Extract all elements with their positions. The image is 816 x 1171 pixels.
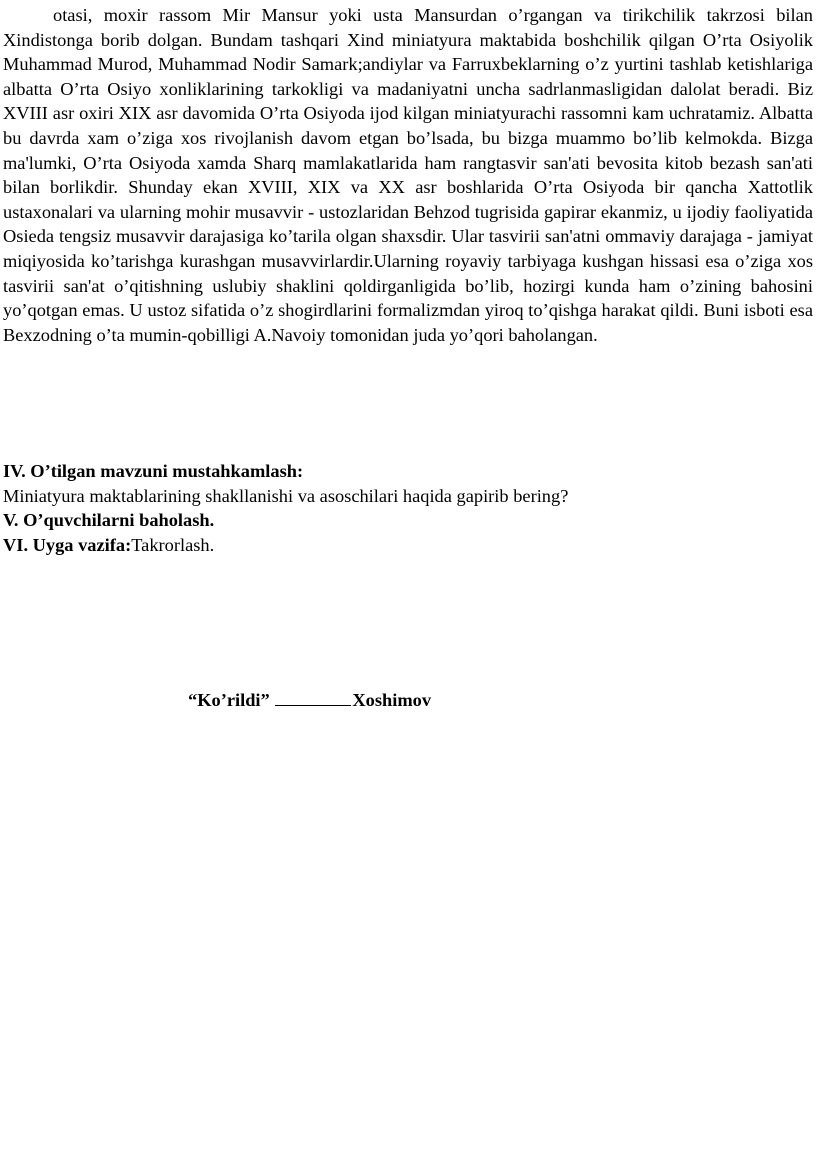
section-4-heading: IV. O’tilgan mavzuni mustahkamlash:	[3, 461, 304, 481]
section-6-line	[3, 533, 813, 558]
section-6-heading: VI. Uyga vazifa:	[3, 534, 132, 555]
lesson-sections	[3, 459, 813, 557]
signature-line	[188, 688, 431, 712]
section-6-text: Takrorlash.	[131, 534, 215, 555]
section-5-heading: V. O’quvchilarni baholash.	[3, 510, 215, 531]
main-paragraph-block	[3, 3, 813, 347]
seen-label: “Ko’rildi”	[188, 690, 270, 710]
main-paragraph: otasi, moxir rassom Mir Mansur yoki usta Mansurdan o’rgangan va tirikchilik takrzosi bilan Xindistonga borib dolgan. Bundam tashqari Xind miniatyura maktabida boshchilik qilgan O’rta Osiyolik Muhammad Murod, Muhammad Nodir Samark;andiylar va Farruxbeklarning o’z yurtini tashlab ketishlariga albatta O’rta Osiyo xonliklarining tarkokligi va madaniyatni uncha sadrlanmasligidan dalolat beradi. Biz XVIII asr oxiri XIX asr davomida O’rta Osiyoda ijod kilgan miniatyurachi rassomni kam uchratamiz. Albatta bu davrda xam o’ziga xos rivojlanish davom etgan bo’lsada, bu bizga muammo bo’lib kelmokda. Bizga ma'lumki, O’rta Osiyoda xamda Sharq mamlakatlarida ham rangtasvir san'ati bevosita kitob bezash san'ati bilan borlikdir. Shunday ekan XVIII, XIX va XX asr boshlarida O’rta Osiyoda bir qancha Xattotlik ustaxonalari va ularning mohir musavvir - ustozlaridan Behzod tugrisida gapirar ekanmiz, u ijodiy faoliyatida Osieda tengsiz musavvir darajasiga ko’tarila olgan shaxsdir. Ular tasvirii san'atni ommaviy darajaga - jamiyat miqiyosida ko’tarishga kurashgan musavvirlardir.Ularning royaviy tarbiyaga kushgan hissasi esa o’ziga xos tasvirii san'at o’qitishning uslubiy shaklini qoldirganligida bo’lib, hozirgi kunda ham o’zining bahosini yo’qotgan emas. U ustoz sifatida o’z shogirdlarini formalizmdan yiroq to’qishga harakat qildi. Buni isboti esa Bexzodning o’ta mumin-qobilligi A.Navoiy tomonidan juda yo’qori baholangan.	[3, 5, 813, 345]
signer-name: Xoshimov	[352, 690, 432, 710]
signature-blank	[275, 689, 351, 706]
section-4-text: Miniatyura maktablarining shakllanishi va asoschilari haqida gapirib bering?	[3, 485, 569, 506]
